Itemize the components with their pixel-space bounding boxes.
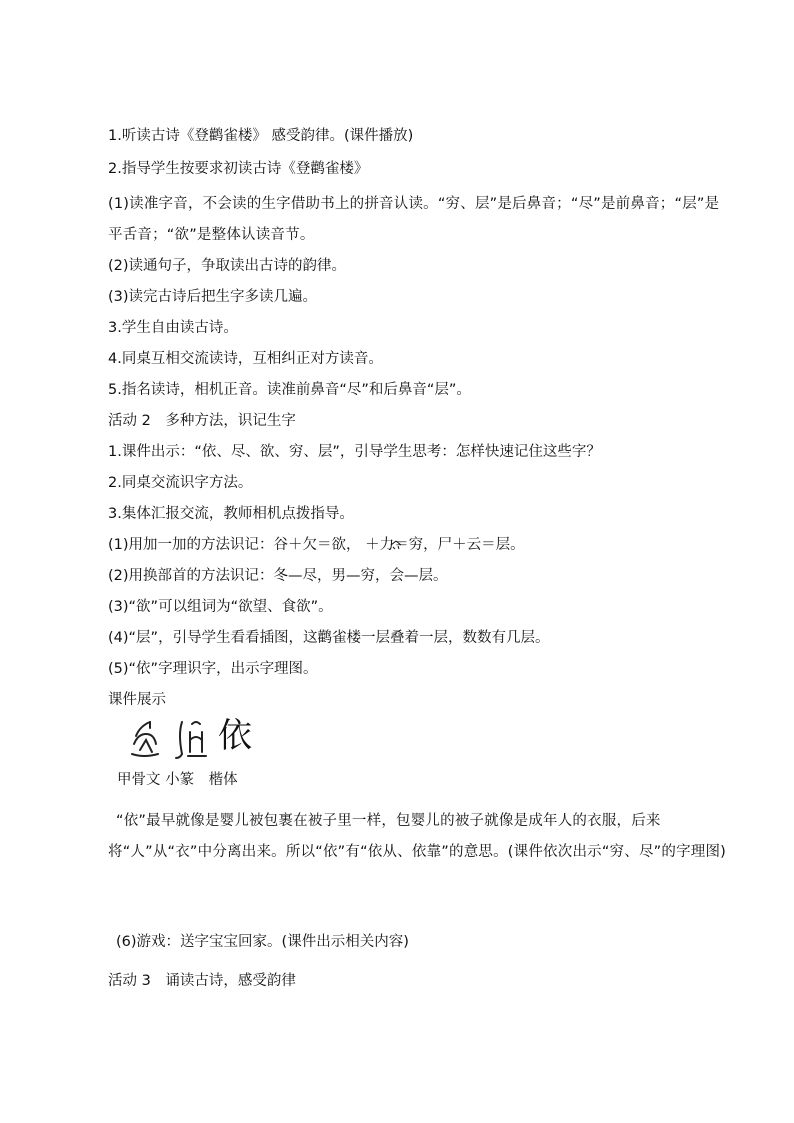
- step-pair-methods: 2.同桌交流识字方法。: [108, 475, 253, 491]
- kaishu-glyph: 依: [218, 716, 252, 756]
- step-show-characters: 1.课件出示：“依、尽、欲、穷、层”，引导学生思考：怎样快速记住这些字？: [108, 444, 601, 460]
- step-group-report: 3.集体汇报交流，教师相机点拨指导。: [108, 506, 354, 522]
- paragraph-etymology: “依”最早就像是婴儿被包裹在被子里一样，包婴儿的被子就像是成年人的衣服，后来将“人”从“衣”中分离出来。所以“依”有“依从、依靠”的意思。(课件依次出示“穷、尽”的字理图): [108, 813, 727, 860]
- activity-2-heading: 活动 2 多种方法，识记生字: [108, 413, 296, 429]
- method-radical-swap: (2)用换部首的方法识记：冬—尽，男—穷，会—层。: [108, 568, 448, 584]
- radical-mark-icon: [389, 540, 403, 550]
- activity-3-heading: 活动 3 诵读古诗，感受韵律: [108, 973, 296, 989]
- step-listen-poem: 1.听读古诗《登鹳雀楼》 感受韵律。(课件播放): [108, 128, 414, 144]
- step-pair-reading: 4.同桌互相交流读诗，互相纠正对方读音。: [108, 351, 383, 367]
- step-first-reading: 2.指导学生按要求初读古诗《登鹳雀楼》: [108, 161, 369, 177]
- paragraph-pronunciation: (1)读准字音，不会读的生字借助书上的拼音认读。“穷、层”是后鼻音；“尽”是前鼻音；“层”是平舌音；“欲”是整体认读音节。: [108, 196, 720, 243]
- step-game: (6)游戏：送字宝宝回家。(课件出示相关内容): [116, 934, 409, 950]
- method-illustration: (4)“层”，引导学生看看插图，这鹳雀楼一层叠着一层，数数有几层。: [108, 630, 550, 646]
- step-reread-characters: (3)读完古诗后把生字多读几遍。: [108, 289, 318, 305]
- step-free-reading: 3.学生自由读古诗。: [108, 320, 238, 336]
- method-etymology: (5)“依”字理识字，出示字理图。: [108, 661, 318, 677]
- small-seal-glyph-icon: [176, 722, 206, 758]
- character-evolution-figure: [128, 714, 288, 762]
- courseware-display-label: 课件展示: [108, 692, 166, 708]
- oracle-bone-glyph-icon: [132, 722, 158, 756]
- method-addition: (1)用加一加的方法识记：谷＋欠＝欲， ＋力＝穷，尸＋云＝层。: [108, 537, 525, 553]
- step-named-reading: 5.指名读诗，相机正音。读准前鼻音“尽”和后鼻音“层”。: [108, 382, 471, 398]
- step-read-sentences: (2)读通句子，争取读出古诗的韵律。: [108, 258, 347, 274]
- method-word-building: (3)“欲”可以组词为“欲望、食欲”。: [108, 599, 333, 615]
- glyph-caption: 甲骨文 小篆 楷体: [117, 772, 238, 788]
